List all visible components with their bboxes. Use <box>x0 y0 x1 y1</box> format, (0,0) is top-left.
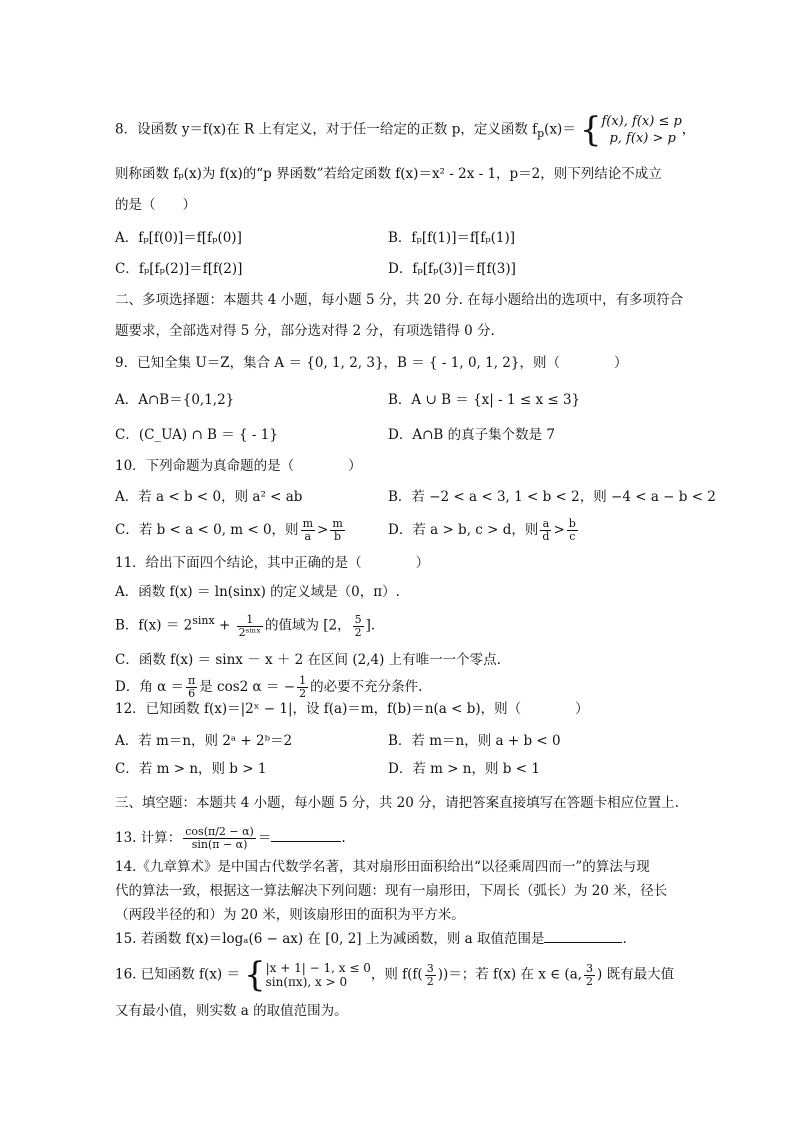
q16-stem-line1 <box>115 955 675 995</box>
q10-d-fr2-num: b <box>568 517 576 530</box>
q11-b-text: B．f(x) ＝ 2 <box>115 617 193 634</box>
q8-case1: f(x), f(x) ≤ p <box>601 114 682 129</box>
q13-fraction <box>183 826 256 851</box>
q11-option-d <box>115 675 422 700</box>
q10-c-fr2-num: m <box>332 517 343 530</box>
q11-b-fr2-num: 5 <box>354 612 362 626</box>
q10-option-c <box>115 518 347 543</box>
q16-text: 16. 已知函数 f(x) ＝ <box>115 966 240 983</box>
q15-answer-blank <box>544 930 622 943</box>
q8-option-b: B．fₚ[f(1)]＝f[fₚ(1)] <box>388 230 516 246</box>
q16-mid: ，则 f(f( <box>370 966 423 983</box>
q10-d-op: > <box>553 522 565 538</box>
q8-intro2: (x)＝ <box>544 121 576 138</box>
q11-option-b <box>115 612 375 639</box>
q10-option-b: B．若 −2 < a < 3, 1 < b < 2，则 −4 < a − b < 2 <box>388 489 716 505</box>
q8-subscript: p <box>537 127 545 141</box>
q10-c-fraction-2 <box>330 518 344 543</box>
q9-option-b: B．A ∪ B ＝ {x| - 1 ≤ x ≤ 3} <box>388 392 581 408</box>
q10-d-fr1-den: d <box>542 530 550 543</box>
q13-fr-num: cos(π/2 − α) <box>185 825 254 838</box>
q11-d-fr-num: π <box>188 674 196 687</box>
q8-piecewise <box>579 110 682 150</box>
q16-case1: |x + 1| − 1, x ≤ 0 <box>265 961 371 975</box>
q11-stem: 11．给出下面四个结论，其中正确的是（ ） <box>115 555 430 571</box>
q12-option-c: C．若 m > n，则 b > 1 <box>115 761 267 777</box>
q10-stem: 10．下列命题为真命题的是（ ） <box>115 458 362 474</box>
q10-option-d <box>388 518 580 543</box>
q15-stem <box>115 930 627 948</box>
q10-c-fr1-num: m <box>302 517 313 530</box>
q9-option-a: A．A∩B＝{0,1,2} <box>115 392 235 408</box>
q15-text: 15. 若函数 f(x)＝logₐ(6 − ax) 在 [0, 2] 上为减函数，则 a 取值范围是 <box>115 931 545 947</box>
q11-b-fr-num: 1 <box>237 614 263 627</box>
q13-text: 13. 计算： <box>115 830 182 846</box>
q14-line3: （两段半径的和）为 20 米，则该扇形田的面积为平方米。 <box>115 907 465 923</box>
q10-d-fr2-den: c <box>569 530 576 543</box>
q11-d-post: 的必要不充分条件. <box>310 679 423 695</box>
q8-cases <box>601 113 681 147</box>
q11-option-c: C．函数 f(x) ＝ sinx － x ＋ 2 在区间 (2,4) 上有唯一一个零点. <box>115 652 501 668</box>
q15-end: . <box>622 931 627 947</box>
q10-c-fr2-den: b <box>334 530 342 543</box>
q12-option-d: D．若 m > n，则 b < 1 <box>388 761 540 777</box>
q16-end: ) 既有最大值 <box>597 966 675 983</box>
q11-b-post: 的值域为 [2， <box>264 617 351 634</box>
q10-d-fraction-2 <box>567 518 578 543</box>
q10-option-c-text: C．若 b < a < 0, m < 0，则 <box>115 522 299 538</box>
q10-d-fraction-1 <box>540 518 551 543</box>
q8-brace: { <box>579 110 602 150</box>
q11-d-fr2-num: 1 <box>299 674 307 687</box>
q11-b-fraction <box>237 614 263 639</box>
q8-option-d: D．fₚ[fₚ(3)]＝f[f(3)] <box>388 261 516 277</box>
q10-d-fr1-num: a <box>540 518 551 531</box>
q11-d-fraction <box>186 675 197 700</box>
q8-tail: ， <box>681 121 696 138</box>
q12-stem: 12．已知函数 f(x)＝|2ˣ − 1|，设 f(a)＝m，f(b)＝n(a < b)，则（ ） <box>115 701 589 717</box>
q12-option-b: B．若 m＝n，则 a + b < 0 <box>388 733 561 749</box>
q11-b-fr2-den: 2 <box>354 625 362 639</box>
q11-d-text: D．角 α ＝ <box>115 679 185 695</box>
q11-option-a: A．函数 f(x) ＝ ln(sinx) 的定义域是（0，π）. <box>115 584 400 600</box>
q9-option-d: D．A∩B 的真子集个数是 7 <box>388 427 555 443</box>
q16-fraction-2 <box>584 963 595 988</box>
q16-fr2-den: 2 <box>586 974 594 988</box>
q16-fr2-num: 3 <box>586 961 594 975</box>
q16-fraction <box>425 963 436 988</box>
q16-fr-den: 2 <box>426 974 434 988</box>
q16-cases <box>266 961 371 989</box>
q11-d-fraction-2 <box>297 675 308 700</box>
q11-b-sup: sinx <box>192 614 215 627</box>
q11-b-fraction-2 <box>353 614 364 639</box>
q13-equals: ＝ <box>257 830 272 846</box>
q10-c-fraction-1 <box>301 518 315 543</box>
q10-c-op: > <box>317 522 329 538</box>
q8-intro: 8．设函数 y＝f(x)在 R 上有定义，对于任一给定的正数 p，定义函数 f <box>115 121 538 138</box>
q16-fr-num: 3 <box>426 961 434 975</box>
q13-fr-den: sin(π − α) <box>191 838 248 851</box>
q11-b-plus: + <box>214 617 235 634</box>
q16-brace: { <box>244 955 266 995</box>
section2-heading-line1: 二、多项选择题：本题共 4 小题，每小题 5 分，共 20 分. 在每小题给出的选项中，有多项符合 <box>115 292 684 308</box>
section3-heading: 三、填空题：本题共 4 小题，每小题 5 分，共 20 分，请把答案直接填写在答题卡相应位置上. <box>115 795 679 811</box>
q16-piecewise <box>244 955 371 995</box>
q16-stem-line2: 又有最小值，则实数 a 的取值范围为。 <box>115 1003 348 1019</box>
q8-case2: p, f(x) > p <box>609 131 676 146</box>
q11-d-fr2-den: 2 <box>299 687 307 700</box>
q8-stem-line2: 则称函数 fₚ(x)为 f(x)的“p 界函数”若给定函数 f(x)＝x² - 2x - 1，p＝2，则下列结论不成立 <box>115 166 662 182</box>
q9-stem: 9．已知全集 U＝Z，集合 A ＝ {0, 1, 2, 3}，B ＝ { - 1, 0, 1, 2}，则（ ） <box>115 355 628 371</box>
q16-case2: sin(πx), x > 0 <box>265 975 348 989</box>
q13-stem <box>115 826 346 851</box>
q8-option-a: A．fₚ[f(0)]＝f[fₚ(0)] <box>115 230 242 246</box>
q10-option-d-text: D．若 a > b, c > d，则 <box>388 522 539 538</box>
q8-option-c: C．fₚ[fₚ(2)]＝f[f(2)] <box>115 261 243 277</box>
section2-heading-line2: 题要求，全部选对得 5 分，部分选对得 2 分，有项选错得 0 分. <box>115 323 495 339</box>
q11-b-fr-den: 2ˢⁱⁿˣ <box>238 625 261 639</box>
q13-answer-blank <box>271 829 341 842</box>
q12-option-a: A．若 m＝n，则 2ᵃ + 2ᵇ＝2 <box>115 733 293 749</box>
q10-option-a: A．若 a < b < 0，则 a² < ab <box>115 489 303 505</box>
q13-end: . <box>341 830 346 846</box>
q8-stem-line1 <box>115 110 696 150</box>
q11-b-end: ]. <box>365 617 376 634</box>
q9-option-c: C．(C_UA) ∩ B ＝ { - 1} <box>115 427 278 443</box>
q11-d-mid: 是 cos2 α ＝ − <box>199 679 296 695</box>
q8-stem-line3: 的是（ ） <box>115 197 196 213</box>
q16-mid2: ))＝；若 f(x) 在 x ∈ (a, <box>437 966 583 983</box>
q11-d-fr-den: 6 <box>188 687 196 700</box>
q14-line2: 代的算法一致，根据这一算法解决下列问题：现有一扇形田，下周长（弧长）为 20 米，径长 <box>115 883 668 899</box>
q10-c-fr1-den: a <box>304 530 312 543</box>
q14-line1: 14.《九章算术》是中国古代数学名著，其对扇形田面积给出“以径乘周四而一”的算法与现 <box>115 859 650 875</box>
